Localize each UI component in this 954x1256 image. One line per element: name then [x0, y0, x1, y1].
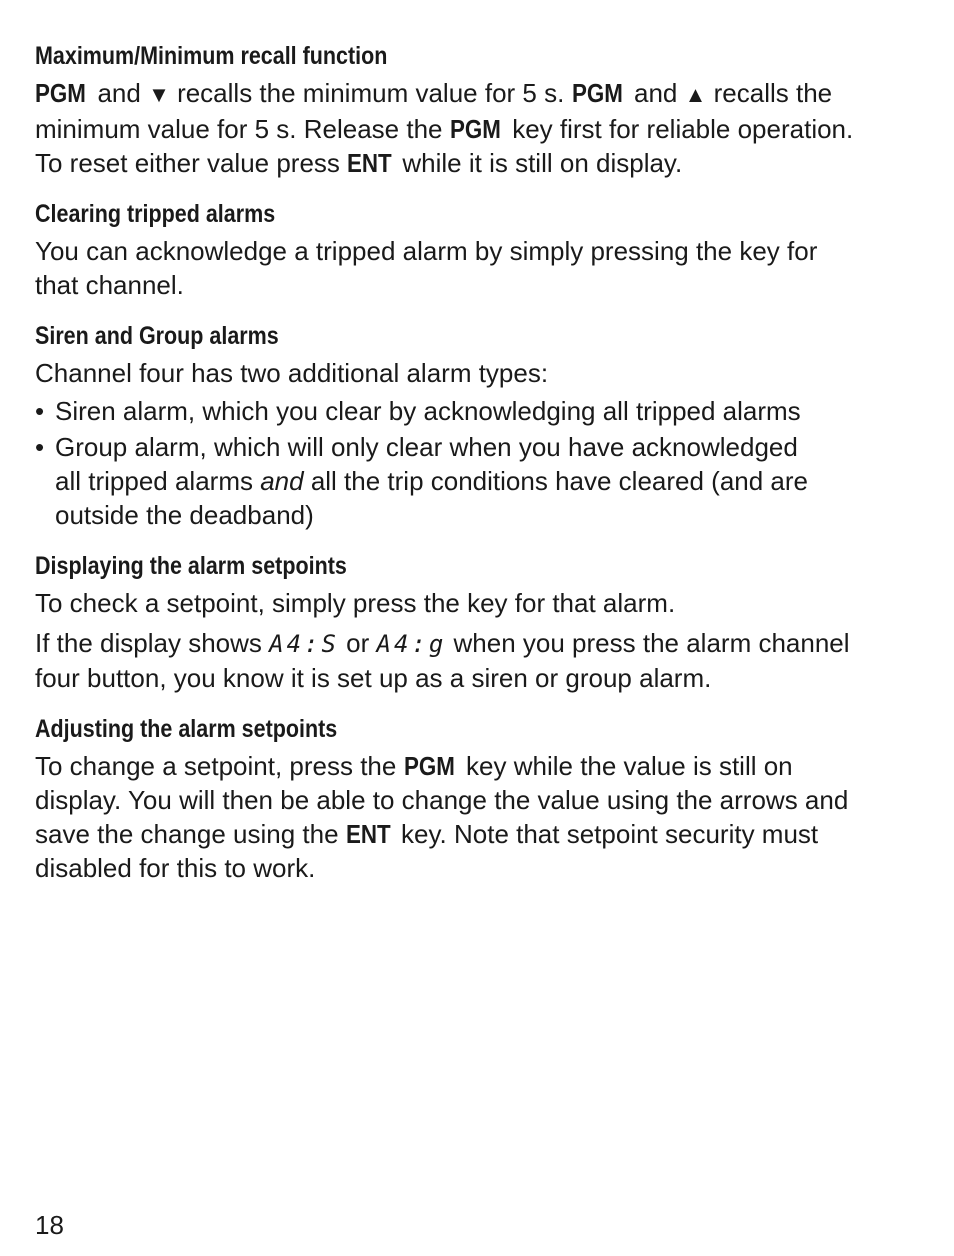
paragraph: Channel four has two additional alarm types: [35, 358, 549, 388]
text-line [35, 817, 920, 851]
text-line [35, 626, 920, 661]
emphasis: and [260, 466, 304, 496]
section-heading: Siren and Group alarms [35, 322, 279, 350]
lcd-display-code: A4:S [269, 630, 339, 658]
bullet-icon: • [35, 396, 45, 426]
section-siren-group-alarms [35, 320, 920, 532]
text-line [35, 112, 920, 146]
text: when you press the alarm channel [446, 628, 850, 658]
pgm-key-label: PGM [403, 751, 455, 781]
text-line: outside the deadband) [55, 500, 314, 530]
section-displaying-setpoints [35, 550, 920, 695]
text: and [626, 78, 685, 108]
section-heading: Clearing tripped alarms [35, 200, 276, 228]
text: all the trip conditions have cleared (and are [303, 466, 809, 496]
text-line: Group alarm, which will only clear when you have acknowledged [55, 432, 798, 462]
pgm-key-label: PGM [35, 78, 86, 108]
up-arrow-icon: ▲ [684, 82, 707, 107]
text: while it is still on display. [395, 148, 683, 178]
text: key. Note that setpoint security must [393, 819, 819, 849]
text-line: that channel. [35, 270, 184, 300]
text-line [55, 464, 920, 498]
paragraph [35, 626, 920, 695]
paragraph: To check a setpoint, simply press the key for that alarm. [35, 588, 676, 618]
ent-key-label: ENT [347, 148, 392, 178]
text-line: display. You will then be able to change the value using the arrows and [35, 785, 849, 815]
text-line: Siren alarm, which you clear by acknowledging all tripped alarms [55, 396, 801, 426]
section-adjusting-setpoints [35, 713, 920, 885]
ent-key-label: ENT [345, 819, 391, 849]
lcd-display-code: A4:g [376, 630, 447, 658]
paragraph [35, 234, 920, 302]
section-heading: Maximum/Minimum recall function [35, 42, 388, 70]
text: save the change using the [35, 819, 346, 849]
text-line: disabled for this to work. [35, 853, 316, 883]
text-line: You can acknowledge a tripped alarm by simply pressing the key for [35, 236, 818, 266]
paragraph [35, 749, 920, 885]
text-line [35, 76, 920, 112]
manual-page [35, 40, 920, 903]
list-item [35, 430, 920, 532]
section-maxmin-recall [35, 40, 920, 180]
text: minimum value for 5 s. Release the [35, 114, 450, 144]
text: key first for reliable operation. [504, 114, 854, 144]
text-line: four button, you know it is set up as a siren or group alarm. [35, 663, 712, 693]
text: To change a setpoint, press the [35, 751, 404, 781]
paragraph [35, 76, 920, 180]
pgm-key-label: PGM [449, 114, 501, 144]
text-line [35, 146, 920, 180]
bullet-list [35, 394, 920, 532]
text: all tripped alarms [55, 466, 261, 496]
text: recalls the [706, 78, 833, 108]
text: key while the value is still on [458, 751, 793, 781]
page-number: 18 [35, 1210, 64, 1240]
text: recalls the minimum value for 5 s. [169, 78, 572, 108]
section-heading: Displaying the alarm setpoints [35, 552, 347, 580]
text: or [338, 628, 377, 658]
bullet-icon: • [35, 432, 45, 462]
list-item [35, 394, 920, 428]
text-line [35, 749, 920, 783]
pgm-key-label: PGM [571, 78, 623, 108]
text: To reset either value press [35, 148, 348, 178]
text: and [90, 78, 149, 108]
text: If the display shows [35, 628, 270, 658]
section-heading: Adjusting the alarm setpoints [35, 715, 338, 743]
section-clearing-alarms [35, 198, 920, 302]
down-arrow-icon: ▼ [148, 82, 170, 107]
